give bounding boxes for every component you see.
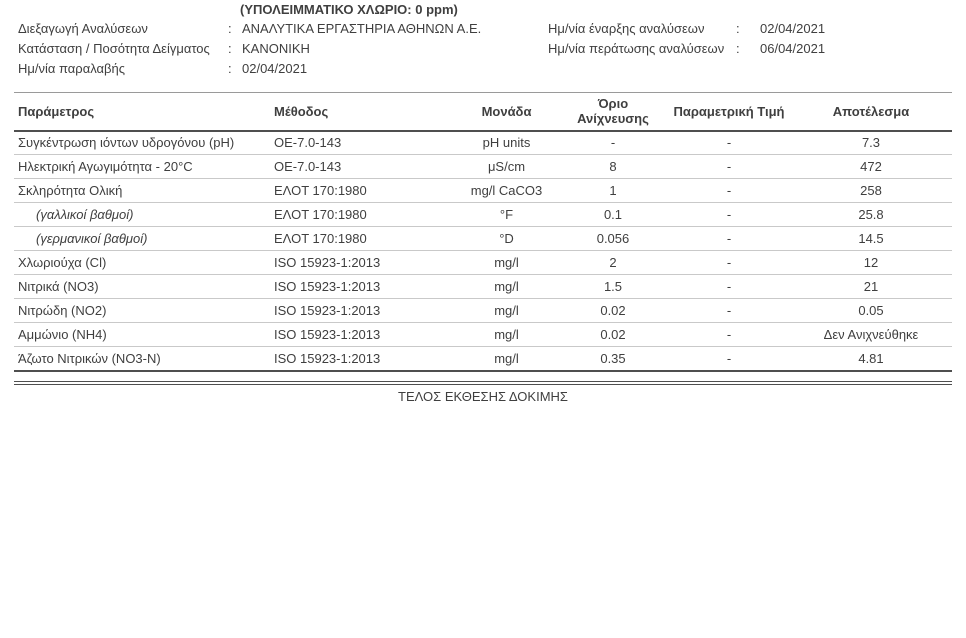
cell-detection-limit: 0.02 (558, 323, 668, 347)
cell-unit: pH units (455, 131, 558, 155)
cell-parameter: (γαλλικοί βαθμοί) (14, 203, 270, 227)
field-label: Διεξαγωγή Αναλύσεων (18, 21, 148, 36)
field-value: 02/04/2021 (760, 21, 826, 36)
cell-method: ΕΛΟΤ 170:1980 (270, 227, 455, 251)
cell-parameter: (γερμανικοί βαθμοί) (14, 227, 270, 251)
cell-detection-limit: - (558, 131, 668, 155)
cell-result: 258 (790, 179, 952, 203)
cell-parametric-value: - (668, 275, 790, 299)
cell-method: ΟΕ-7.0-143 (270, 155, 455, 179)
cell-parameter: Νιτρώδη (NO2) (14, 299, 270, 323)
field-label: Ημ/νία περάτωσης αναλύσεων (548, 41, 725, 56)
cell-parameter: Ηλεκτρική Αγωγιμότητα - 20°C (14, 155, 270, 179)
table-row (14, 203, 952, 227)
table-row (14, 299, 952, 323)
cell-unit: mg/l (455, 275, 558, 299)
table-row (14, 251, 952, 275)
cell-method: ISO 15923-1:2013 (270, 299, 455, 323)
results-table-body (14, 131, 952, 371)
cell-result: 472 (790, 155, 952, 179)
end-of-report-text: ΤΕΛΟΣ ΕΚΘΕΣΗΣ ΔΟΚΙΜΗΣ (398, 389, 568, 404)
cell-parameter: Νιτρικά (NO3) (14, 275, 270, 299)
field-label: Ημ/νία έναρξης αναλύσεων (548, 21, 705, 36)
cell-unit: mg/l (455, 299, 558, 323)
cell-result: 14.5 (790, 227, 952, 251)
cell-detection-limit: 0.02 (558, 299, 668, 323)
cell-result: 12 (790, 251, 952, 275)
cell-method: ΟΕ-7.0-143 (270, 131, 455, 155)
cell-parametric-value: - (668, 155, 790, 179)
field-separator: : (228, 41, 232, 56)
field-value: ΚΑΝΟΝΙΚΗ (242, 41, 310, 56)
table-row (14, 347, 952, 371)
cell-result: 21 (790, 275, 952, 299)
field-value: ΑΝΑΛΥΤΙΚΑ ΕΡΓΑΣΤΗΡΙΑ ΑΘΗΝΩΝ Α.Ε. (242, 21, 482, 36)
cell-method: ISO 15923-1:2013 (270, 275, 455, 299)
field-separator: : (228, 61, 232, 76)
cell-detection-limit: 0.35 (558, 347, 668, 371)
column-header-parametric-value: Παραμετρική Τιμή (668, 93, 790, 131)
cell-parametric-value: - (668, 323, 790, 347)
cell-method: ISO 15923-1:2013 (270, 251, 455, 275)
cell-parametric-value: - (668, 347, 790, 371)
cell-unit: °D (455, 227, 558, 251)
cell-detection-limit: 1 (558, 179, 668, 203)
field-separator: : (736, 21, 740, 36)
column-header-method: Μέθοδος (270, 93, 455, 131)
column-header-result: Αποτέλεσμα (790, 93, 952, 131)
cell-parametric-value: - (668, 179, 790, 203)
cell-unit: mg/l (455, 323, 558, 347)
cell-parametric-value: - (668, 203, 790, 227)
end-of-report-divider (14, 381, 952, 385)
field-value: 02/04/2021 (242, 61, 308, 76)
table-row (14, 275, 952, 299)
cell-unit: mg/l CaCO3 (455, 179, 558, 203)
cell-unit: °F (455, 203, 558, 227)
cell-result: 4.81 (790, 347, 952, 371)
cell-detection-limit: 8 (558, 155, 668, 179)
cell-parametric-value: - (668, 251, 790, 275)
table-row (14, 131, 952, 155)
cell-detection-limit: 0.1 (558, 203, 668, 227)
residual-chlorine-note: (ΥΠΟΛΕΙΜΜΑΤΙΚΟ ΧΛΩΡΙΟ: 0 ppm) (240, 2, 458, 17)
cell-parameter: Άζωτο Νιτρικών (NO3-N) (14, 347, 270, 371)
cell-parametric-value: - (668, 131, 790, 155)
cell-method: ISO 15923-1:2013 (270, 323, 455, 347)
cell-result: 7.3 (790, 131, 952, 155)
cell-unit: μS/cm (455, 155, 558, 179)
field-separator: : (228, 21, 232, 36)
results-table (14, 92, 952, 372)
cell-parametric-value: - (668, 299, 790, 323)
cell-detection-limit: 1.5 (558, 275, 668, 299)
field-label: Κατάσταση / Ποσότητα Δείγματος (18, 41, 210, 56)
table-row (14, 155, 952, 179)
cell-parameter: Σκληρότητα Ολική (14, 179, 270, 203)
cell-result: 0.05 (790, 299, 952, 323)
cell-parameter: Συγκέντρωση ιόντων υδρογόνου (pH) (14, 131, 270, 155)
cell-parametric-value: - (668, 227, 790, 251)
field-label: Ημ/νία παραλαβής (18, 61, 126, 76)
table-row (14, 179, 952, 203)
results-table-header (14, 93, 952, 131)
cell-unit: mg/l (455, 251, 558, 275)
cell-method: ΕΛΟΤ 170:1980 (270, 179, 455, 203)
field-separator: : (736, 41, 740, 56)
cell-method: ΕΛΟΤ 170:1980 (270, 203, 455, 227)
table-row (14, 323, 952, 347)
cell-unit: mg/l (455, 347, 558, 371)
cell-parameter: Χλωριούχα (Cl) (14, 251, 270, 275)
field-value: 06/04/2021 (760, 41, 826, 56)
cell-result: 25.8 (790, 203, 952, 227)
header-row (14, 93, 952, 131)
column-header-unit: Μονάδα (455, 93, 558, 131)
cell-detection-limit: 2 (558, 251, 668, 275)
table-row (14, 227, 952, 251)
cell-method: ISO 15923-1:2013 (270, 347, 455, 371)
column-header-detection-limit: Όριο Ανίχνευσης (558, 93, 668, 131)
column-header-parameter: Παράμετρος (14, 93, 270, 131)
cell-detection-limit: 0.056 (558, 227, 668, 251)
cell-result: Δεν Ανιχνεύθηκε (790, 323, 952, 347)
cell-parameter: Αμμώνιο (NH4) (14, 323, 270, 347)
